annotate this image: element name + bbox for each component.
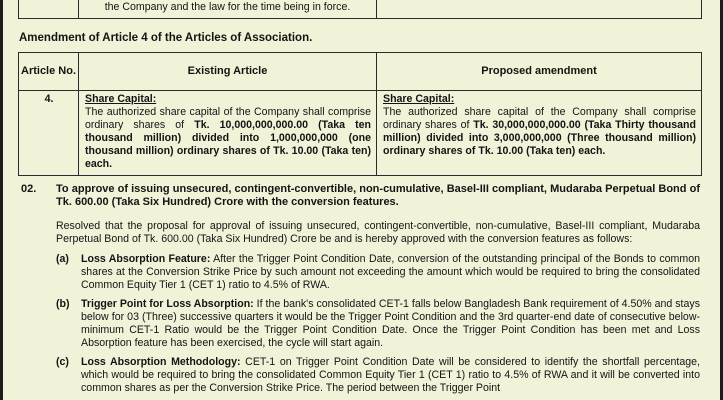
existing-article-cell — [79, 90, 377, 175]
agenda-item-02-heading — [21, 183, 700, 210]
list-item-a — [56, 253, 700, 292]
column-header-article-no: Article No. — [19, 52, 79, 90]
existing-article-text-bold: Tk. 10,000,000,000.00 (Taka ten thousand million) divided into 1,000,000,000 (one thousand million) ordinary shares of Tk. 10.00 (Taka ten) each. — [85, 118, 371, 170]
column-header-proposed-amendment: Proposed amendment — [377, 52, 702, 90]
agenda-item-title: To approve of issuing unsecured, contingent-convertible, non-cumulative, Basel-III compliant, Mudaraba Perpetual Bond of Tk. 600.00 (Taka Six Hundred) Crore with the conversion features. — [56, 182, 700, 208]
proposed-amendment-text-regular: The authorized share capital of the Company shall comprise ordinary shares of — [383, 105, 696, 131]
previous-article-table-partial — [18, 0, 702, 19]
list-item-c-text — [81, 356, 700, 395]
conversion-features-list — [56, 253, 700, 395]
list-item-b-text — [81, 298, 700, 350]
list-item-a-label: (a) — [56, 252, 69, 265]
list-item-b-body: If the bank's consolidated CET-1 falls below Bangladesh Bank requirement of 4.50% and stays below for 03 (Three) successive quarters it would be the Trigger Point Condition and the 3rd quarter-end date of consecutive below-minimum CET-1 Ratio would be the Trigger Point Condition Date. Once the Trigger Point Condition has been met and Loss Absorption feature has been exercised, the cycle will start again. — [81, 297, 700, 349]
list-item-b-title: Trigger Point for Loss Absorption: — [81, 297, 254, 310]
table-row — [19, 90, 702, 175]
list-item-c-label: (c) — [56, 355, 69, 368]
existing-article-partial-text: the Company and the law for the time being in force. — [79, 0, 377, 18]
column-header-existing-article: Existing Article — [79, 52, 377, 90]
existing-article-text-regular: The authorized share capital of the Company shall comprise ordinary shares of — [85, 105, 371, 131]
list-item-a-text — [81, 253, 700, 292]
list-item-a-body: After the Trigger Point Condition Date, conversion of the outstanding principal of the Bonds to common shares at the Conversion Strike Price by such amount not exceeding the amount which would be required to bring the consolidated Common Equity Tier 1 (CET 1) ratio to 4.5% of RWA. — [81, 252, 700, 291]
list-item-a-title: Loss Absorption Feature: — [81, 252, 211, 265]
proposed-amendment-text — [383, 106, 696, 158]
existing-article-title: Share Capital: — [85, 92, 157, 105]
list-item-c — [56, 356, 700, 395]
existing-article-text — [85, 106, 371, 171]
amendment-table — [18, 52, 702, 176]
proposed-amendment-text-bold: Tk. 30,000,000,000.00 (Taka Thirty thousand million) divided into 3,000,000,000 (Three thousand million) ordinary shares of Tk. 10.00 (Taka ten) each. — [383, 118, 696, 157]
table-row — [19, 0, 702, 18]
proposed-amendment-title: Share Capital: — [383, 92, 455, 105]
amendment-heading: Amendment of Article 4 of the Articles of Association. — [19, 31, 313, 44]
proposed-amendment-cell-empty — [377, 0, 702, 18]
list-item-c-body: CET-1 on Trigger Point Condition Date will be considered to identify the shortfall percentage, which would be required to bring the consolidated Common Equity Tier 1 (CET 1) ratio to 4.5% of RWA and it will be converted into common shares as per the Conversion Strike Price. The period between the Trigger Point — [81, 355, 700, 394]
list-item-b-label: (b) — [56, 297, 70, 310]
list-item-b — [56, 298, 700, 350]
agenda-item-number: 02. — [21, 182, 37, 195]
list-item-c-title: Loss Absorption Methodology: — [81, 355, 241, 368]
proposed-amendment-cell — [377, 90, 702, 175]
resolution-paragraph: Resolved that the proposal for approval of issuing unsecured, contingent-convertible, non-cumulative, Basel-III compliant, Mudaraba Perpetual Bond of Tk. 600.00 (Taka Six Hundred) Crore be and is hereby approved with the conversion features as follows: — [56, 219, 700, 245]
table-header-row — [19, 52, 702, 90]
article-no-cell: 4. — [19, 90, 79, 175]
article-no-cell-empty — [19, 0, 79, 18]
